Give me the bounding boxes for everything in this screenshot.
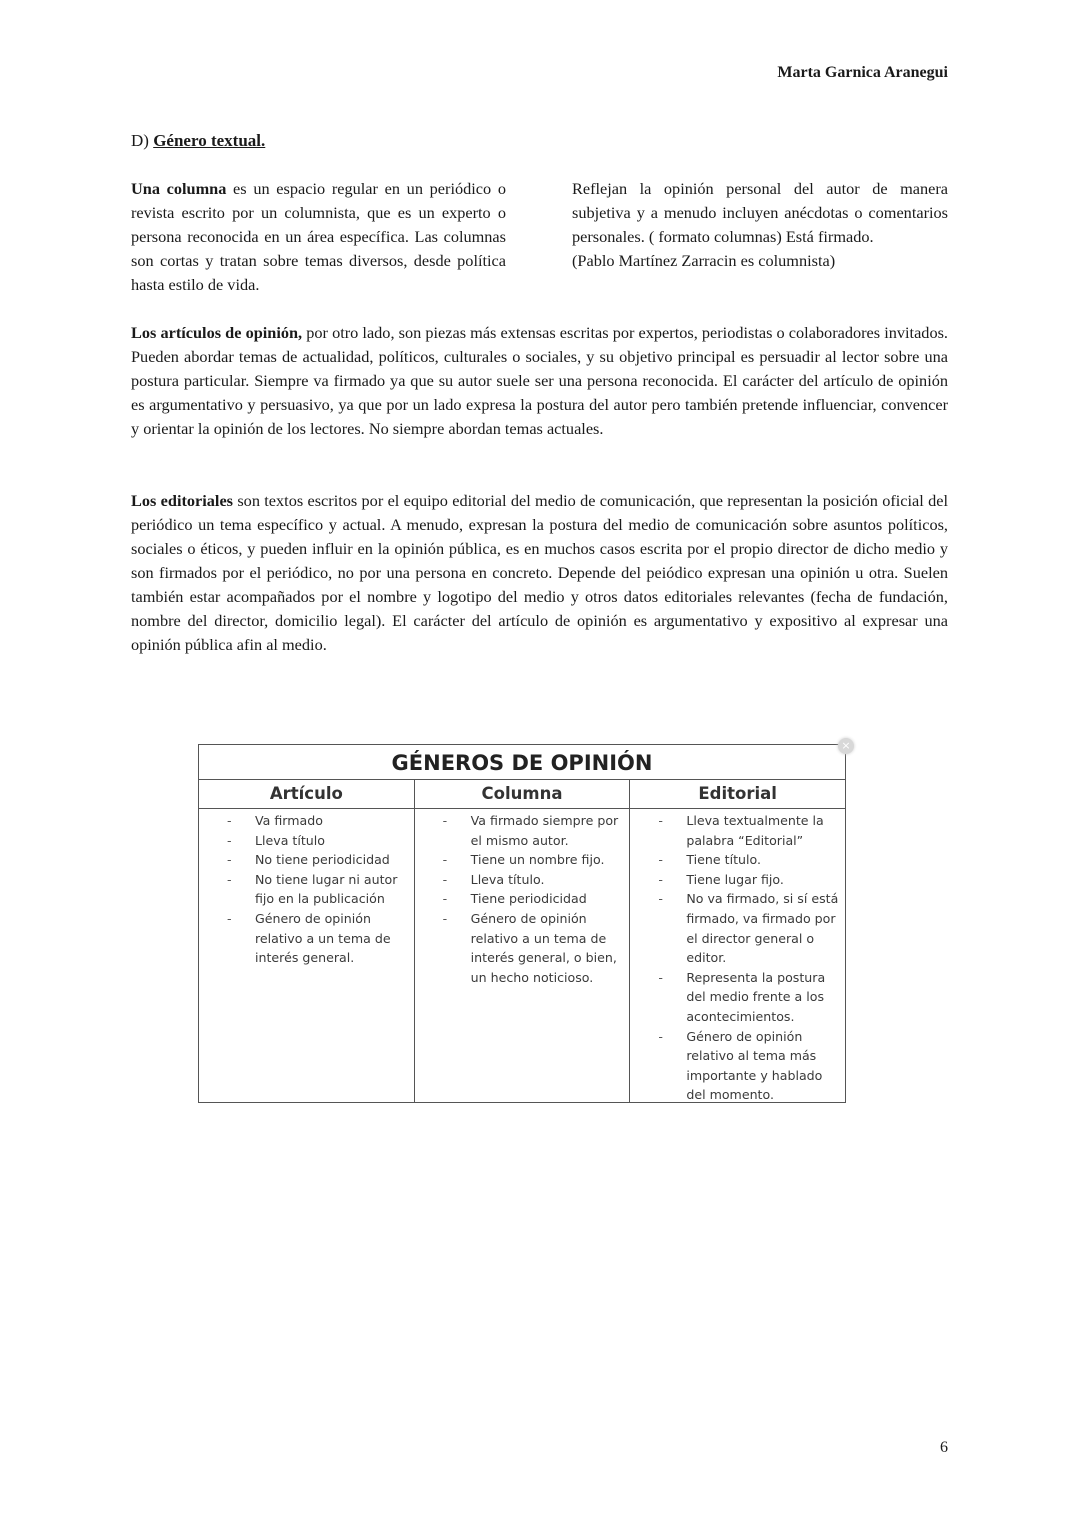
table-column-columna bbox=[415, 809, 631, 1102]
page-number: 6 bbox=[940, 1439, 948, 1456]
list-item: - No va firmado, si sí está firmado, va firmado por el director general o editor. bbox=[686, 889, 839, 967]
list-item: - Representa la postura del medio frente a los acontecimientos. bbox=[686, 968, 839, 1027]
generos-opinion-table bbox=[198, 739, 851, 1103]
list-item: - Género de opinión relativo a un tema de interés general. bbox=[255, 909, 408, 968]
list-item: - Género de opinión relativo al tema más importante y hablado del momento. bbox=[686, 1027, 839, 1105]
list-item: - Tiene lugar fijo. bbox=[686, 870, 839, 890]
table-column-editorial bbox=[630, 809, 845, 1102]
list-item: - Lleva título bbox=[255, 831, 408, 851]
list-item: - Va firmado siempre por el mismo autor. bbox=[471, 811, 624, 850]
list-item: - Género de opinión relativo a un tema de interés general, o bien, un hecho noticioso. bbox=[471, 909, 624, 987]
table-body bbox=[198, 809, 846, 1103]
editoriales-paragraph bbox=[131, 489, 948, 657]
close-icon: × bbox=[838, 738, 854, 754]
list-item: - No tiene lugar ni autor fijo en la publicación bbox=[255, 870, 408, 909]
author-name: Marta Garnica Aranegui bbox=[777, 64, 948, 81]
table-header-columna: Columna bbox=[415, 780, 631, 808]
list-item: - Tiene título. bbox=[686, 850, 839, 870]
list-item: - Lleva título. bbox=[471, 870, 624, 890]
columna-characteristics-text: Reflejan la opinión personal del autor de manera subjetiva y a menudo incluyen anécdotas o comentarios personales. ( formato columnas) Está firmado. bbox=[572, 179, 948, 246]
list-item: - Va firmado bbox=[255, 811, 408, 831]
list-item: - Tiene un nombre fijo. bbox=[471, 850, 624, 870]
list-item: - Tiene periodicidad bbox=[471, 889, 624, 909]
table-header-row bbox=[198, 780, 846, 809]
columna-characteristics bbox=[572, 177, 948, 273]
table-title: GÉNEROS DE OPINIÓN bbox=[198, 744, 846, 780]
list-item: - Lleva textualmente la palabra “Editorial” bbox=[686, 811, 839, 850]
section-title: Género textual. bbox=[153, 131, 266, 150]
articulos-paragraph bbox=[131, 321, 948, 441]
articulos-text: por otro lado, son piezas más extensas escritas por expertos, periodistas o colaboradores invitados. Pueden abordar temas de actualidad, políticos, culturales o sociales, y su objetivo principal es persuadir al lector sobre una postura particular. Siempre va firmado ya que su autor suele ser una persona reconocida. El carácter del artículo de opinión es argumentativo y persuasivo, ya que por un lado expresa la postura del autor pero también pretende influenciar, convencer y orientar la opinión de los lectores. No siempre abordan temas actuales. bbox=[131, 323, 948, 438]
columna-text: es un espacio regular en un periódico o revista escrito por un columnista, que es un experto o persona reconocida en un área específica. Las columnas son cortas y tratan sobre temas diversos, desde política hasta estilo de vida. bbox=[131, 179, 506, 294]
list-item: - No tiene periodicidad bbox=[255, 850, 408, 870]
columna-definition bbox=[131, 177, 506, 297]
table-header-articulo: Artículo bbox=[199, 780, 415, 808]
editoriales-lead: Los editoriales bbox=[131, 491, 234, 510]
editoriales-text: son textos escritos por el equipo editorial del medio de comunicación, que representan la posición oficial del periódico un tema específico y actual. A menudo, expresan la postura del medio de comunicación sobre asuntos políticos, sociales o éticos, y pueden influir en la opinión pública, es en muchos casos escrita por el propio director de dicho medio y son firmados por el periódico, no por una persona en concreto. Depende del peiódico expresan una opinión u otra. Suelen también estar acompañados por el nombre y logotipo del medio y otros datos editoriales relevantes (fecha de fundación, nombre del director, domicilio legal). El carácter del artículo de opinión es argumentativo y expositivo al expresar una opinión pública afin al medio. bbox=[131, 491, 949, 654]
columna-example: (Pablo Martínez Zarracin es columnista) bbox=[572, 251, 836, 270]
table-header-editorial: Editorial bbox=[698, 784, 777, 803]
section-heading bbox=[131, 131, 265, 151]
section-prefix: D) bbox=[131, 131, 154, 150]
articulos-lead: Los artículos de opinión, bbox=[131, 323, 303, 342]
columna-lead: Una columna bbox=[131, 179, 227, 198]
table-column-articulo bbox=[199, 809, 415, 1102]
